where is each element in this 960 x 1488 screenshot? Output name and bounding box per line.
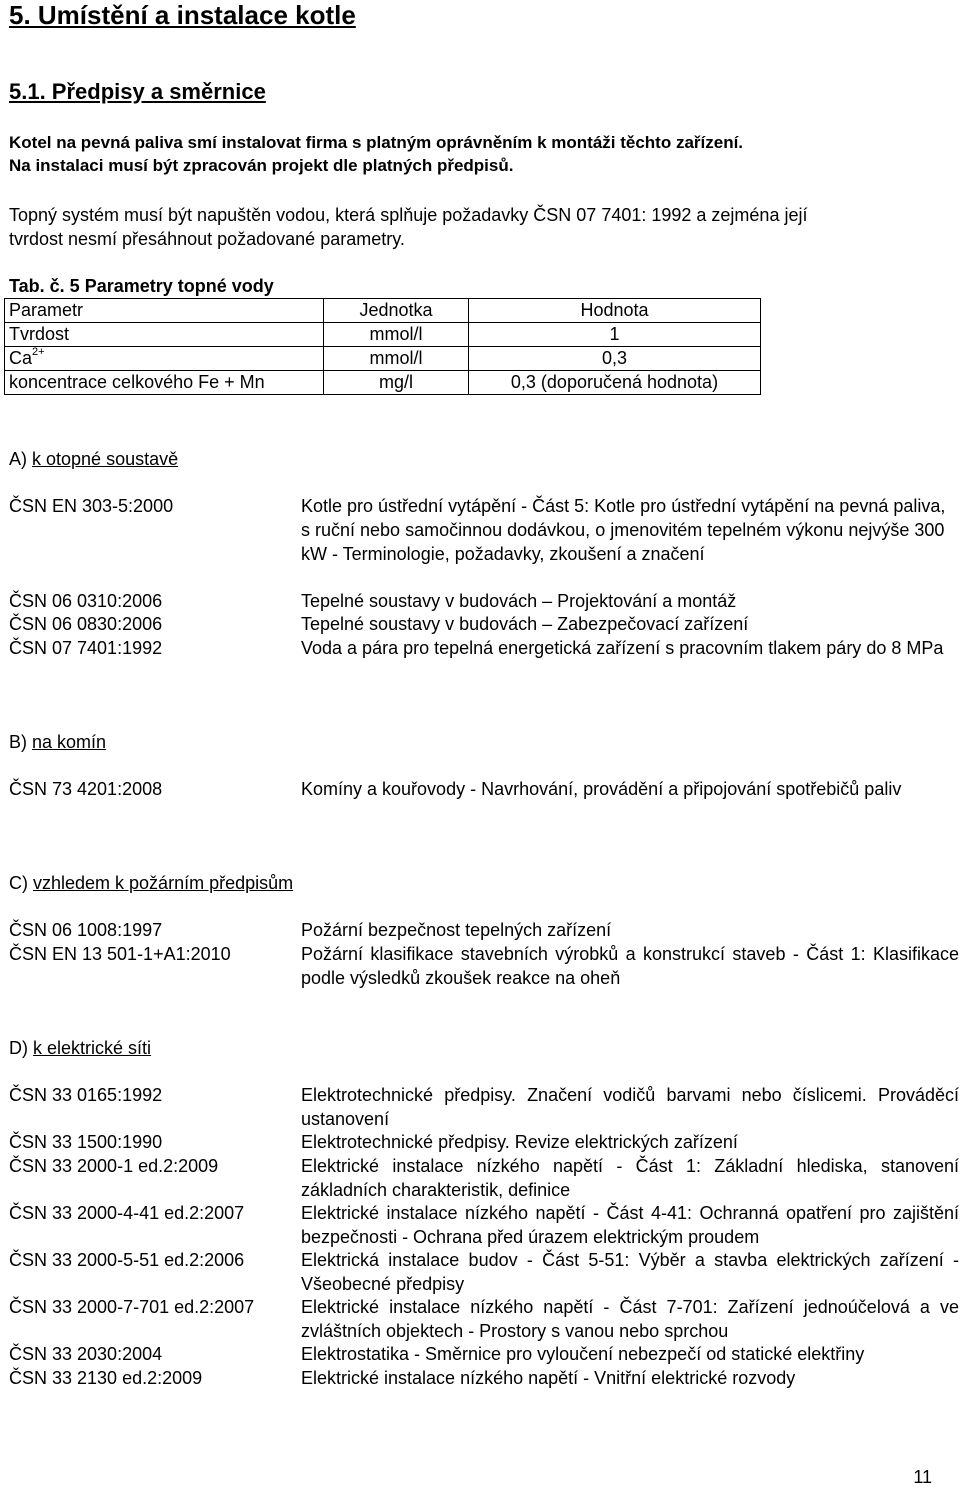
row-param: Ca [9, 348, 33, 368]
header-jednotka: Jednotka [324, 299, 469, 323]
standard-description: Komíny a kouřovody - Navrhování, provádění a připojování spotřebičů paliv [301, 779, 902, 799]
section-b-prefix: B) [9, 732, 33, 752]
standard-description: Kotle pro ústřední vytápění - Část 5: Kotle pro ústřední vytápění na pevná paliva, s ruční nebo samočinnou dodávkou, o jmenovitém tepelném výkonu nejvýše 300 kW - Terminologie, požadavky, zkoušení a značení [301, 496, 946, 564]
standard-description: Elektrické instalace nízkého napětí - Část 4-41: Ochranná opatření pro zajištění bezpečnosti - Ochrana před úrazem elektrickým proudem [301, 1203, 959, 1247]
standard-description: Tepelné soustavy v budovách – Projektování a montáž [301, 591, 737, 611]
standard-code: ČSN 06 0830:2006 [9, 614, 163, 634]
row-param-cell [5, 347, 324, 371]
section-c-heading [9, 871, 293, 895]
page-heading: 5. Umístění a instalace kotle [9, 0, 356, 30]
row-value: 1 [469, 323, 761, 347]
intro-bold-line-2: Na instalaci musí být zpracován projekt dle platných předpisů. [9, 156, 514, 175]
standard-code: ČSN 33 2000-4-41 ed.2:2007 [9, 1203, 245, 1223]
standard-description: Elektrotechnické předpisy. Revize elektrických zařízení [301, 1132, 738, 1152]
section-c-prefix: C) [9, 873, 33, 893]
standard-code: ČSN 07 7401:1992 [9, 638, 163, 658]
row-unit: mg/l [324, 371, 469, 395]
row-param: Tvrdost [5, 323, 324, 347]
standard-code: ČSN EN 13 501-1+A1:2010 [9, 944, 231, 964]
standard-code: ČSN 73 4201:2008 [9, 779, 163, 799]
standard-description: Elektrotechnické předpisy. Značení vodičů barvami nebo číslicemi. Prováděcí ustanovení [301, 1085, 959, 1129]
section-a-heading [9, 447, 178, 471]
standard-description: Tepelné soustavy v budovách – Zabezpečovací zařízení [301, 614, 749, 634]
row-unit: mmol/l [324, 323, 469, 347]
table-row [5, 371, 761, 395]
standard-code: ČSN 33 2000-7-701 ed.2:2007 [9, 1297, 255, 1317]
header-parametr: Parametr [5, 299, 324, 323]
standard-code: ČSN 33 1500:1990 [9, 1132, 163, 1152]
section-b-heading [9, 730, 106, 754]
standard-code: ČSN 33 2000-1 ed.2:2009 [9, 1156, 219, 1176]
section-c-title: vzhledem k požárním předpisům [33, 873, 294, 893]
standard-code: ČSN 33 0165:1992 [9, 1085, 163, 1105]
section-d-title: k elektrické síti [33, 1038, 152, 1058]
row-param-superscript: 2+ [32, 346, 45, 358]
section-heading: 5.1. Předpisy a směrnice [9, 79, 266, 104]
intro-bold-line-1: Kotel na pevná paliva smí instalovat firma s platným oprávněním k montáži těchto zařízení. [9, 133, 744, 152]
standard-description: Elektrostatika - Směrnice pro vyloučení nebezpečí od statické elektřiny [301, 1344, 865, 1364]
section-d-prefix: D) [9, 1038, 33, 1058]
standard-description: Požární bezpečnost tepelných zařízení [301, 920, 612, 940]
row-param: koncentrace celkového Fe + Mn [5, 371, 324, 395]
standard-code: ČSN 33 2000-5-51 ed.2:2006 [9, 1250, 245, 1270]
table-header-row [5, 299, 761, 323]
table-row [5, 323, 761, 347]
standard-code: ČSN 33 2030:2004 [9, 1344, 163, 1364]
row-value: 0,3 (doporučená hodnota) [469, 371, 761, 395]
section-a-title: k otopné soustavě [32, 449, 179, 469]
standard-description: Elektrické instalace nízkého napětí - Část 7-701: Zařízení jednoúčelová a ve zvláštních objektech - Prostory s vanou nebo sprchou [301, 1297, 959, 1341]
standard-code: ČSN 33 2130 ed.2:2009 [9, 1368, 203, 1388]
header-hodnota: Hodnota [469, 299, 761, 323]
page-number: 11 [913, 1467, 932, 1487]
standard-description: Elektrické instalace nízkého napětí - Část 1: Základní hlediska, stanovení základních charakteristik, definice [301, 1156, 959, 1200]
section-a-prefix: A) [9, 449, 33, 469]
standard-description: Elektrické instalace nízkého napětí - Vnitřní elektrické rozvody [301, 1368, 796, 1388]
water-parameters-table [4, 298, 761, 395]
row-value: 0,3 [469, 347, 761, 371]
standard-description: Požární klasifikace stavebních výrobků a konstrukcí staveb - Část 1: Klasifikace podle výsledků zkoušek reakce na oheň [301, 944, 959, 988]
section-b-title: na komín [32, 732, 107, 752]
standard-description: Voda a pára pro tepelná energetická zařízení s pracovním tlakem páry do 8 MPa [301, 638, 944, 658]
standard-code: ČSN EN 303-5:2000 [9, 496, 174, 516]
section-d-heading [9, 1036, 151, 1060]
intro-text-line-1: Topný systém musí být napuštěn vodou, která splňuje požadavky ČSN 07 7401: 1992 a zejména její [9, 205, 808, 225]
standard-description: Elektrická instalace budov - Část 5-51: Výběr a stavba elektrických zařízení - Všeobecné předpisy [301, 1250, 959, 1294]
intro-text-line-2: tvrdost nesmí přesáhnout požadované parametry. [9, 229, 405, 249]
table-row [5, 347, 761, 371]
table-caption: Tab. č. 5 Parametry topné vody [9, 276, 274, 296]
row-unit: mmol/l [324, 347, 469, 371]
standard-code: ČSN 06 1008:1997 [9, 920, 163, 940]
standard-code: ČSN 06 0310:2006 [9, 591, 163, 611]
